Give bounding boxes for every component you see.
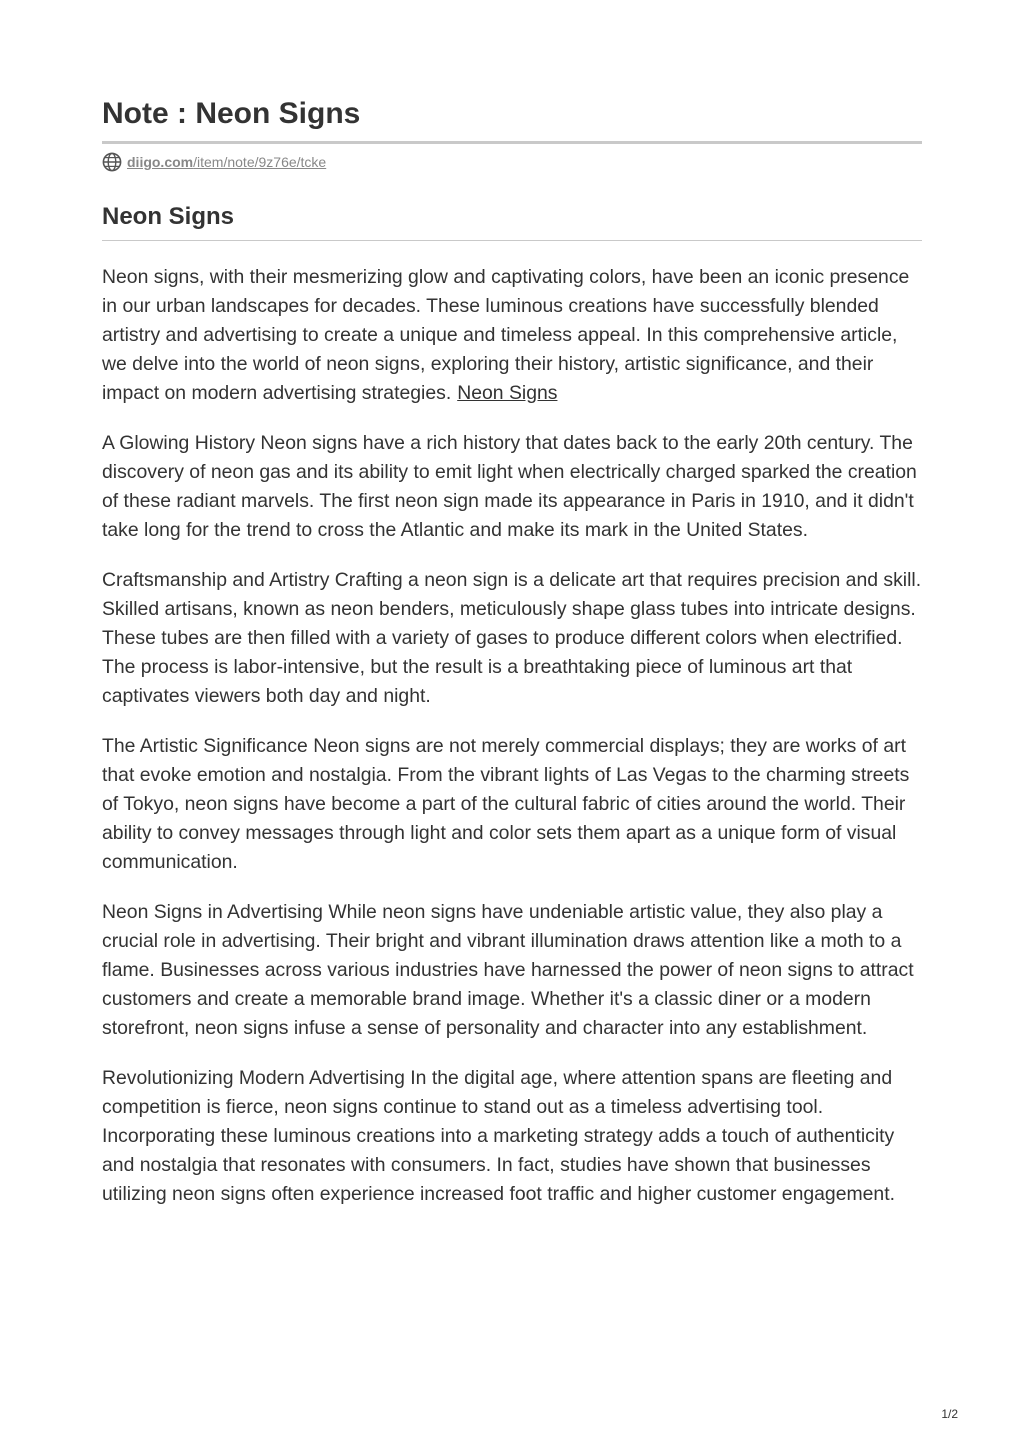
paragraph-text: Neon signs, with their mesmerizing glow and captivating colors, have been an iconic presence in our urban landscapes for decades. These luminous creations have successfully blended artistry and advertising to create a unique and timeless appeal. In this comprehensive article, we delve into the world of neon signs, exploring their history, artistic significance, and their impact on modern advertising strategies. bbox=[102, 266, 910, 404]
page-number: 1/2 bbox=[941, 1407, 958, 1421]
source-link[interactable] bbox=[127, 154, 326, 170]
globe-icon bbox=[102, 152, 122, 172]
page-title: Note : Neon Signs bbox=[102, 94, 922, 144]
paragraph: Revolutionizing Modern Advertising In the digital age, where attention spans are fleeting and competition is fierce, neon signs continue to stand out as a timeless advertising tool. Incorporating these luminous creations into a marketing strategy adds a touch of authenticity and nostalgia that resonates with consumers. In fact, studies have shown that businesses utilizing neon signs often experience increased foot traffic and higher customer engagement. bbox=[102, 1067, 895, 1205]
note-page bbox=[102, 94, 922, 1230]
paragraph: A Glowing History Neon signs have a rich history that dates back to the early 20th century. The discovery of neon gas and its ability to emit light when electrically charged sparked the creation of these radiant marvels. The first neon sign made its appearance in Paris in 1910, and it didn't take long for the trend to cross the Atlantic and make its mark in the United States. bbox=[102, 432, 917, 541]
article-body bbox=[102, 263, 922, 1209]
neon-signs-link[interactable]: Neon Signs bbox=[457, 382, 558, 404]
source-path: /item/note/9z76e/tcke bbox=[193, 154, 327, 170]
paragraph: Neon Signs in Advertising While neon signs have undeniable artistic value, they also play a crucial role in advertising. Their bright and vibrant illumination draws attention like a moth to a flame. Businesses across various industries have harnessed the power of neon signs to attract customers and create a memorable brand image. Whether it's a classic diner or a modern storefront, neon signs infuse a sense of personality and character into any establishment. bbox=[102, 901, 914, 1039]
source-domain: diigo.com bbox=[127, 154, 194, 170]
paragraph: Craftsmanship and Artistry Crafting a neon sign is a delicate art that requires precision and skill. Skilled artisans, known as neon benders, meticulously shape glass tubes into intricate designs. These tubes are then filled with a variety of gases to produce different colors when electrified. The process is labor-intensive, but the result is a breathtaking piece of luminous art that captivates viewers both day and night. bbox=[102, 569, 922, 707]
paragraph: The Artistic Significance Neon signs are not merely commercial displays; they are works of art that evoke emotion and nostalgia. From the vibrant lights of Las Vegas to the charming streets of Tokyo, neon signs have become a part of the cultural fabric of cities around the world. Their ability to convey messages through light and color sets them apart as a unique form of visual communication. bbox=[102, 735, 910, 873]
source-row bbox=[102, 152, 922, 172]
article-heading: Neon Signs bbox=[102, 202, 922, 241]
paragraph bbox=[102, 263, 922, 408]
